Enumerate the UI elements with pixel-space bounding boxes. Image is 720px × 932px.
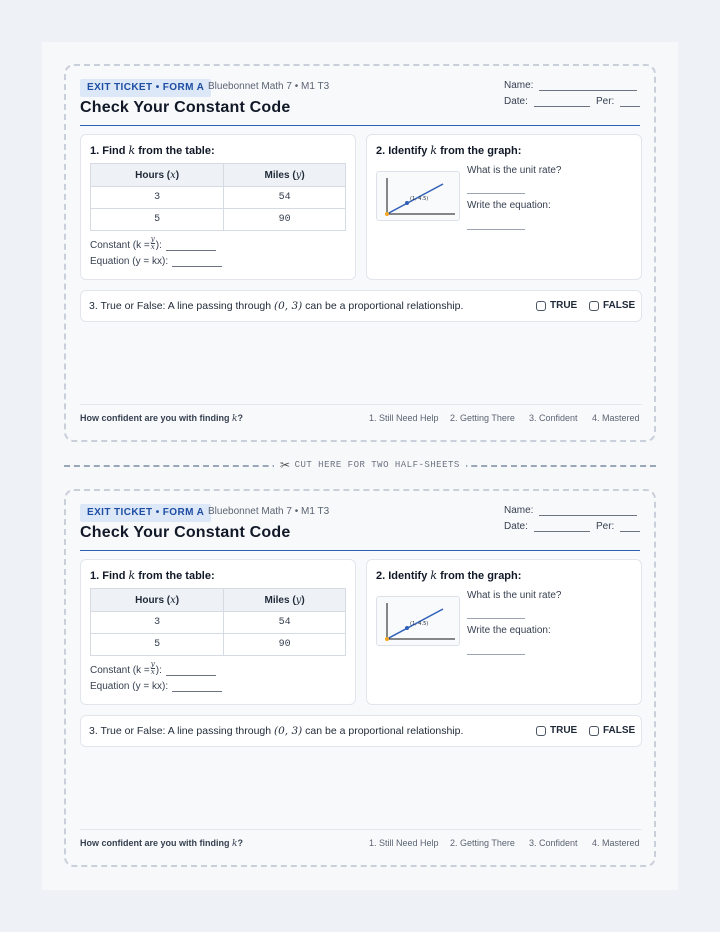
exit-ticket-1 [64,64,656,442]
point-label: (1, 4.5) [410,621,429,627]
ticket-title: Check Your Constant Code [80,99,291,116]
course-label: Bluebonnet Math 7 • M1 T3 [208,81,330,92]
name-label: Name: [504,80,534,91]
period-field[interactable] [596,96,640,107]
question-2-label: 2. Identify k from the graph: [376,144,522,157]
hours-miles-table [90,163,346,231]
y-over-x-fraction: $\frac{y}{x}$ [150,660,155,676]
table-cell: 54 [224,187,346,209]
table-row [91,187,346,209]
constant-field[interactable]: Constant (k = $\frac{y}{x}$ ): [90,661,216,676]
form-tag: EXIT TICKET • FORM A [80,504,211,522]
footer-rule [80,404,642,405]
equation-question: Write the equation: [467,625,551,636]
table-cell: 5 [91,634,224,656]
equation-field[interactable]: Equation (y = kx): [90,256,222,267]
header-rule [80,125,640,126]
table-row [91,209,346,231]
footer-rule [80,829,642,830]
point-label: (1, 4.5) [410,196,429,202]
period-label: Per: [596,96,615,107]
confidence-prompt: How confident are you with finding k? [80,838,243,849]
constant-answer-line[interactable] [166,668,216,676]
course-label: Bluebonnet Math 7 • M1 T3 [208,506,330,517]
proportional-graph [376,596,460,646]
true-option[interactable]: TRUE [536,725,577,736]
unit-rate-question: What is the unit rate? [467,165,562,176]
unit-rate-answer-line[interactable] [467,193,525,194]
name-field[interactable] [504,80,637,91]
true-checkbox[interactable] [536,301,546,311]
question-3-card [80,290,642,322]
question-2-card [366,134,642,280]
period-field[interactable] [596,521,640,532]
date-field[interactable] [504,96,590,107]
equation-answer-line[interactable] [172,684,222,692]
confidence-level-3[interactable]: 3. Confident [529,413,578,423]
question-1-card [80,134,356,280]
origin-point [385,212,389,216]
header-rule [80,550,640,551]
table-cell: 90 [224,634,346,656]
false-checkbox[interactable] [589,301,599,311]
date-label: Date: [504,521,528,532]
table-cell: 3 [91,612,224,634]
false-option[interactable]: FALSE [589,300,635,311]
equation-question: Write the equation: [467,200,551,211]
worksheet-page [42,42,678,890]
date-label: Date: [504,96,528,107]
y-over-x-fraction: $\frac{y}{x}$ [150,235,155,251]
column-header-hours: Hours (x) [91,589,224,612]
true-option[interactable]: TRUE [536,300,577,311]
question-1-label: 1. Find k from the table: [90,144,215,157]
constant-answer-line[interactable] [166,243,216,251]
equation-answer-line[interactable] [172,259,222,267]
graph-point [405,201,409,205]
confidence-level-1[interactable]: 1. Still Need Help [369,413,439,423]
question-3-text: 3. True or False: A line passing through (0, 3) can be a proportional relationship. [89,300,464,312]
question-3-card [80,715,642,747]
table-cell: 90 [224,209,346,231]
period-label: Per: [596,521,615,532]
confidence-level-3[interactable]: 3. Confident [529,838,578,848]
unit-rate-question: What is the unit rate? [467,590,562,601]
exit-ticket-2 [64,489,656,867]
equation-field[interactable]: Equation (y = kx): [90,681,222,692]
name-line[interactable] [539,508,637,516]
equation-answer-line[interactable] [467,654,525,655]
constant-field[interactable]: Constant (k = $\frac{y}{x}$ ): [90,236,216,251]
confidence-level-2[interactable]: 2. Getting There [450,413,515,423]
date-line[interactable] [534,99,590,107]
table-cell: 3 [91,187,224,209]
name-line[interactable] [539,83,637,91]
graph-point [405,626,409,630]
question-1-label: 1. Find k from the table: [90,569,215,582]
proportional-graph [376,171,460,221]
unit-rate-answer-line[interactable] [467,618,525,619]
confidence-level-2[interactable]: 2. Getting There [450,838,515,848]
question-2-label: 2. Identify k from the graph: [376,569,522,582]
column-header-miles: Miles (y) [224,164,346,187]
column-header-miles: Miles (y) [224,589,346,612]
table-row [91,634,346,656]
date-field[interactable] [504,521,590,532]
table-row [91,612,346,634]
table-cell: 54 [224,612,346,634]
column-header-hours: Hours (x) [91,164,224,187]
question-3-text: 3. True or False: A line passing through (0, 3) can be a proportional relationship. [89,725,464,737]
period-line[interactable] [620,524,640,532]
name-label: Name: [504,505,534,516]
origin-point [385,637,389,641]
true-checkbox[interactable] [536,726,546,736]
table-cell: 5 [91,209,224,231]
question-1-card [80,559,356,705]
confidence-prompt: How confident are you with finding k? [80,413,243,424]
ticket-title: Check Your Constant Code [80,524,291,541]
false-checkbox[interactable] [589,726,599,736]
confidence-level-1[interactable]: 1. Still Need Help [369,838,439,848]
name-field[interactable] [504,505,637,516]
false-option[interactable]: FALSE [589,725,635,736]
form-tag: EXIT TICKET • FORM A [80,79,211,97]
date-line[interactable] [534,524,590,532]
equation-answer-line[interactable] [467,229,525,230]
question-2-card [366,559,642,705]
scissors-icon: ✂ [280,458,291,472]
period-line[interactable] [620,99,640,107]
confidence-level-4[interactable]: 4. Mastered [592,838,640,848]
cut-label: ✂ CUT HERE FOR TWO HALF-SHEETS [274,458,466,472]
confidence-level-4[interactable]: 4. Mastered [592,413,640,423]
hours-miles-table [90,588,346,656]
